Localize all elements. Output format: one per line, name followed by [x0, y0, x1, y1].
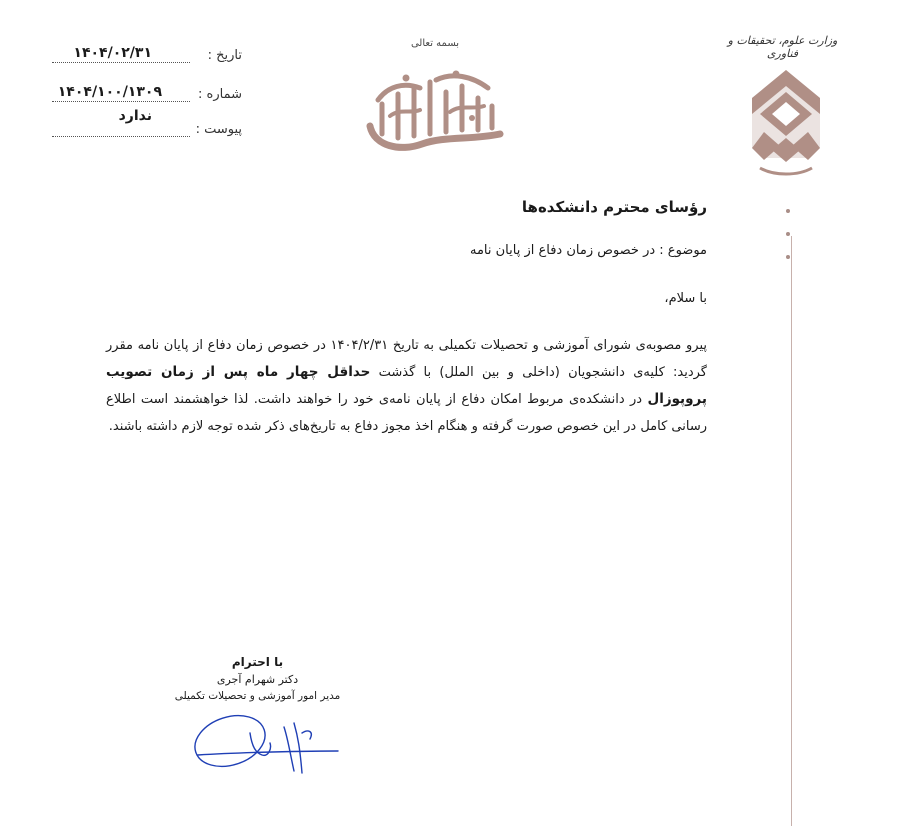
number-dots — [52, 101, 190, 102]
date-label: تاریخ : — [207, 48, 242, 63]
attachment-row — [52, 108, 242, 144]
margin-line — [791, 236, 792, 826]
letter-body — [106, 333, 707, 440]
signatory-name: دکتر شهرام آجری — [216, 673, 299, 686]
margin-dot — [786, 255, 790, 259]
body-text-part2: در دانشکده‌ی مربوط امکان دفاع از پایان نامه‌ی خود را خواهند داشت. لذا خواهشمند است اطلاع رسانی کامل در این خصوص صورت گرفته و هنگام اخذ مجوز دفاع به تاریخ‌های ذکر شده توجه لازم داشته باشند. — [106, 392, 707, 434]
ministry-name: وزارت علوم، تحقیقات و فناوری — [727, 34, 838, 60]
attachment-dots — [52, 136, 190, 137]
margin-dot — [786, 232, 790, 236]
number-row — [52, 84, 242, 109]
recipient: رؤسای محترم دانشکده‌ها — [521, 198, 707, 216]
number-label: شماره : — [198, 87, 242, 102]
attachment-label: پیوست : — [195, 122, 242, 137]
margin-dot — [786, 209, 790, 213]
subject-line: موضوع : در خصوص زمان دفاع از پایان نامه — [469, 243, 707, 258]
signatory-title: مدیر امور آموزشی و تحصیلات تکمیلی — [174, 690, 341, 702]
handwritten-signature — [190, 703, 340, 783]
signature-regards: با احترام — [231, 655, 284, 669]
university-calligraphy-logo — [360, 64, 510, 156]
date-row — [52, 45, 242, 70]
greeting: با سلام، — [664, 291, 707, 306]
university-emblem-logo — [750, 68, 822, 178]
body-text-part1: پیرو مصوبه‌ی شورای آموزشی و تحصیلات تکمیلی به تاریخ ۱۴۰۴/۲/۳۱ در خصوص زمان دفاع از پایان نامه مقرر گردید: کلیه‌ی دانشجویان (داخلی و بین الملل) با گذشت — [106, 338, 707, 381]
body-bold-text: حداقل چهار ماه پس از زمان تصویب پروپوزال — [106, 364, 707, 408]
attachment-value: ندارد — [118, 108, 152, 124]
date-value: ۱۴۰۴/۰۲/۳۱ — [73, 45, 152, 61]
date-dots — [52, 62, 190, 63]
number-value: ۱۴۰۴/۱۰۰/۱۳۰۹ — [57, 84, 162, 100]
basmala: بسمه تعالی — [410, 38, 460, 49]
